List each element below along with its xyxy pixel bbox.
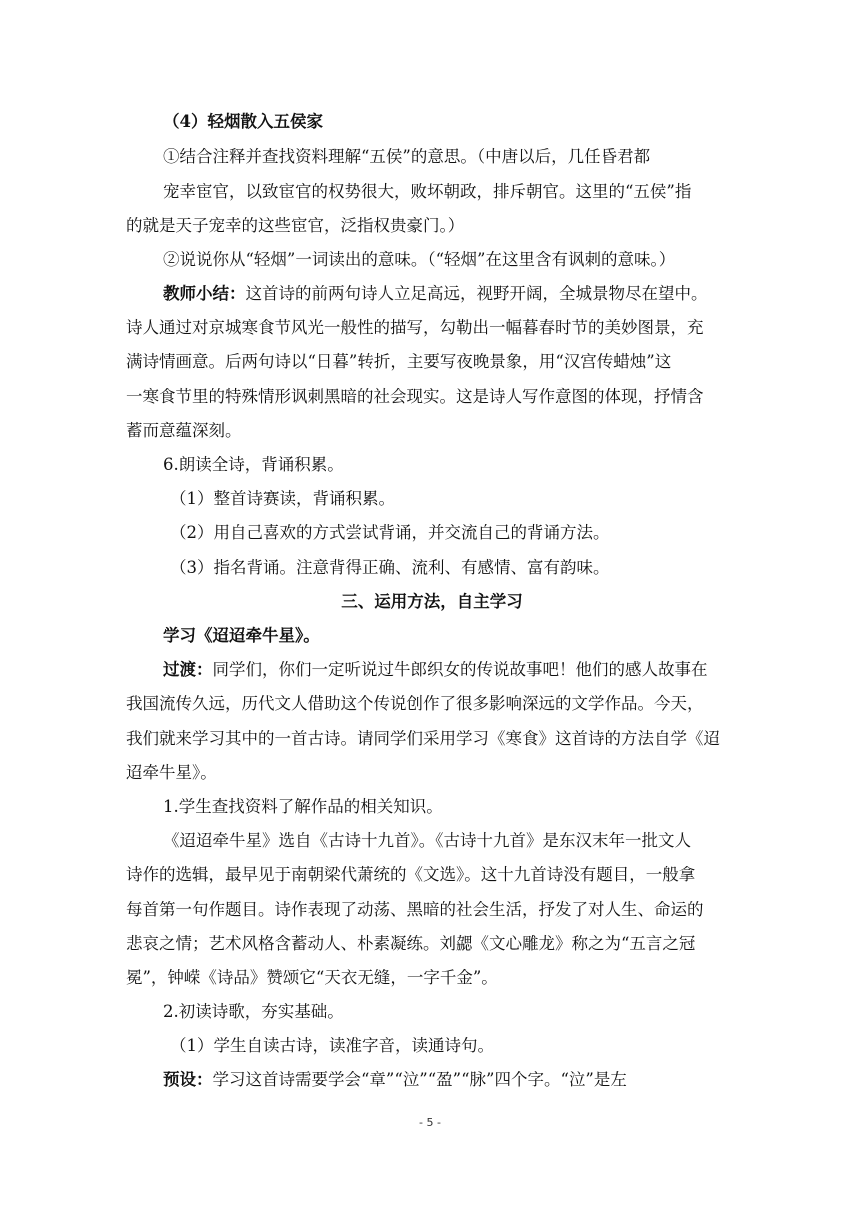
text-run: 的就是天子宠幸的这些宦官，泛指权贵豪门。） (126, 216, 465, 235)
text-run: ①结合注释并查找资料理解“五侯”的意思。（中唐以后，几任昏君都 (163, 147, 651, 166)
line-paragraph (163, 277, 738, 311)
line-paragraph (126, 756, 738, 790)
line-paragraph (126, 311, 738, 345)
text-run: 诗作的选辑，最早见于南朝梁代萧统的《文选》。这十九首诗没有题目，一般拿 (126, 865, 696, 884)
text-run: ②说说你从“轻烟”一词读出的意味。（“轻烟”在这里含有讽刺的意味。） (163, 250, 676, 269)
line-paragraph (163, 1063, 738, 1097)
line-paragraph (126, 858, 738, 892)
text-run: 我国流传久远，历代文人借助这个传说创作了很多影响深远的文学作品。今天， (126, 694, 704, 713)
text-run: 2.初读诗歌，夯实基础。 (163, 1002, 344, 1021)
line-paragraph (163, 140, 738, 174)
line-paragraph (126, 687, 738, 721)
line-paragraph (126, 380, 738, 414)
bold-label: 过渡： (163, 660, 213, 679)
line-paragraph (163, 824, 738, 858)
line-paragraph (126, 893, 738, 927)
text-run: 《迢迢牵牛星》选自《古诗十九首》。《古诗十九首》是东汉末年一批文人 (163, 831, 691, 850)
text-run: 满诗情画意。后两句诗以“日暮”转折，主要写夜晚景象，用“汉宫传蜡烛”这 (126, 352, 672, 371)
text-run: 迢牵牛星》。 (126, 763, 217, 782)
text-run: 三、运用方法，自主学习 (341, 592, 523, 611)
page-number: - 5 - (419, 1116, 441, 1129)
line-paragraph (126, 927, 738, 961)
line-paragraph (126, 961, 738, 995)
line-paragraph (126, 209, 738, 243)
text-run: 1.学生查找资料了解作品的相关知识。 (163, 797, 443, 816)
text-run: 一寒食节里的特殊情形讽刺黑暗的社会现实。这是诗人写作意图的体现，抒情含 (126, 387, 704, 406)
text-run: 学习这首诗需要学会“章”“泣”“盈”“脉”四个字。“泣”是左 (212, 1070, 627, 1089)
text-run: （2）用自己喜欢的方式尝试背诵，并交流自己的背诵方法。 (170, 523, 610, 542)
bold-label: 预设： (163, 1070, 213, 1089)
line-paragraph (126, 414, 738, 448)
line-paragraph (170, 551, 738, 585)
text-run: 悲哀之情；艺术风格含蓄动人、朴素凝练。刘勰《文心雕龙》称之为“五言之冠 (126, 934, 696, 953)
line-paragraph (163, 653, 738, 687)
line-subheading (163, 619, 738, 653)
line-paragraph (163, 175, 738, 209)
line-paragraph (163, 790, 738, 824)
line-paragraph (170, 1029, 738, 1063)
text-run: 这首诗的前两句诗人立足高远，视野开阔，全城景物尽在望中。 (245, 284, 708, 303)
line-subheading (163, 105, 738, 139)
line-paragraph (126, 345, 738, 379)
text-run: （1）学生自读古诗，读准字音，读通诗句。 (170, 1036, 494, 1055)
line-paragraph (163, 448, 738, 482)
line-paragraph (126, 722, 738, 756)
text-run: 冕”，钟嵘《诗品》赞颂它“天衣无缝，一字千金”。 (126, 968, 498, 987)
line-paragraph (163, 995, 738, 1029)
text-run: 学习《迢迢牵牛星》。 (163, 626, 320, 645)
text-run: （1）整首诗赛读，背诵积累。 (170, 489, 395, 508)
line-paragraph (163, 243, 738, 277)
text-run: 宠幸宦官，以致宦官的权势很大，败坏朝政，排斥朝官。这里的“五侯”指 (163, 182, 692, 201)
section-heading (126, 585, 738, 619)
text-run: 诗人通过对京城寒食节风光一般性的描写，勾勒出一幅暮春时节的美妙图景，充 (126, 318, 704, 337)
text-run: 6.朗读全诗，背诵积累。 (163, 455, 344, 474)
line-paragraph (170, 482, 738, 516)
text-run: 同学们，你们一定听说过牛郎织女的传说故事吧！他们的感人故事在 (212, 660, 708, 679)
text-run: （4）轻烟散入五侯家 (163, 112, 323, 131)
text-run: （3）指名背诵。注意背得正确、流利、有感情、富有韵味。 (170, 558, 610, 577)
text-run: 蓄而意蕴深刻。 (126, 421, 242, 440)
text-run: 我们就来学习其中的一首古诗。请同学们采用学习《寒食》这首诗的方法自学《迢 (126, 729, 720, 748)
bold-label: 教师小结： (163, 284, 246, 303)
line-paragraph (170, 516, 738, 550)
text-run: 每首第一句作题目。诗作表现了动荡、黑暗的社会生活，抒发了对人生、命运的 (126, 900, 704, 919)
